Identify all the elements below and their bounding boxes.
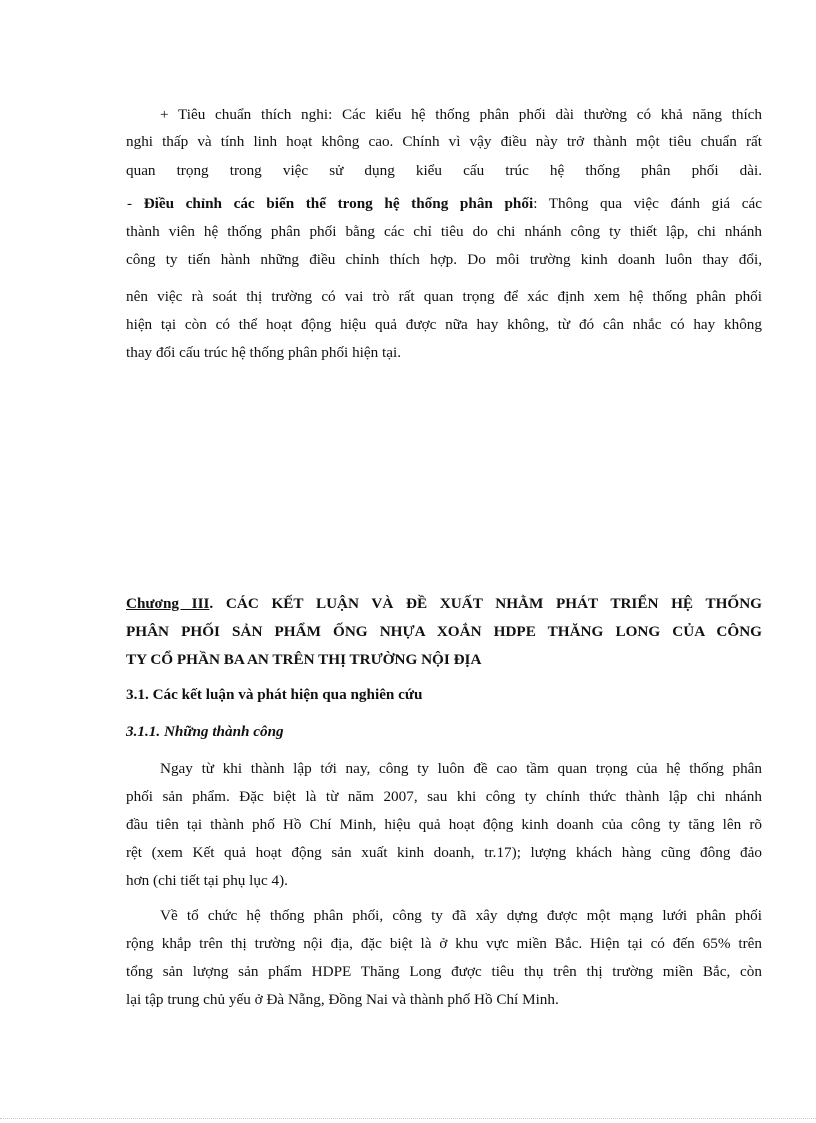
paragraph-line: rệt (xem Kết quả hoạt động sản xuất kinh doanh, tr.17); lượng khách hàng cũng đông đảo [126,844,762,861]
paragraph-line: tổng sản lượng sản phẩm HDPE Thăng Long được tiêu thụ trên thị trường miền Bắc, còn [126,963,762,980]
paragraph-line: nên việc rà soát thị trường có vai trò rất quan trọng để xác định xem hệ thống phân phối [126,288,762,305]
dash-marker: - [127,195,133,212]
paragraph-line: phối sản phẩm. Đặc biệt là từ năm 2007, sau khi công ty chính thức thành lập chi nhánh [126,788,762,805]
paragraph-line: Ngay từ khi thành lập tới nay, công ty luôn đề cao tầm quan trọng của hệ thống phân [160,760,762,777]
chapter-heading [126,593,762,615]
paragraph-line: lại tập trung chủ yếu ở Đà Nẵng, Đồng Nai và thành phố Hồ Chí Minh. [126,991,559,1008]
paragraph-line: rộng khắp trên thị trường nội địa, đặc biệt là ở khu vực miền Bắc. Hiện tại có đến 65% trên [126,935,762,952]
paragraph-line: thay đổi cấu trúc hệ thống phân phối hiện tại. [126,344,401,361]
paragraph-line: công ty tiến hành những điều chỉnh thích hợp. Do môi trường kinh doanh luôn thay đổi, [126,251,762,268]
paragraph-line: nghi thấp và tính linh hoạt không cao. Chính vì vậy điều này trở thành một tiêu chuẩn rất [126,133,762,150]
paragraph-line: thành viên hệ thống phân phối bằng các chỉ tiêu do chi nhánh công ty thiết lập, chi nhánh [126,223,762,240]
paragraph-line: + Tiêu chuẩn thích nghi: Các kiểu hệ thống phân phối dài thường có khả năng thích [160,106,762,123]
chapter-heading-line: TY CỔ PHẦN BA AN TRÊN THỊ TRƯỜNG NỘI ĐỊA [126,651,482,668]
section-heading: 3.1. Các kết luận và phát hiện qua nghiên cứu [126,686,423,703]
chapter-label: Chương III [126,595,210,612]
paragraph-line: hơn (chi tiết tại phụ lục 4). [126,872,288,889]
chapter-heading-line: PHÂN PHỐI SẢN PHẨM ỐNG NHỰA XOẮN HDPE THĂNG LONG CỦA CÔNG [126,623,762,640]
bullet-line [127,194,762,214]
paragraph-line: Về tổ chức hệ thống phân phối, công ty đã xây dựng được một mạng lưới phân phối [160,907,762,924]
bold-term: Điều chỉnh các biến thể trong hệ thống phân phối [143,195,534,212]
subsection-heading: 3.1.1. Những thành công [126,723,284,740]
chapter-title-part: . CÁC KẾT LUẬN VÀ ĐỀ XUẤT NHẰM PHÁT TRIỂN HỆ THỐNG [209,595,762,612]
paragraph-line: đầu tiên tại thành phố Hồ Chí Minh, hiệu quả hoạt động kinh doanh của công ty tăng lên rõ [126,816,762,833]
paragraph-line: hiện tại còn có thể hoạt động hiệu quả được nữa hay không, từ đó cân nhắc có hay không [126,316,762,333]
line-text: : Thông qua việc đánh giá các [533,195,763,212]
paragraph-line: quan trọng trong việc sử dụng kiểu cấu trúc hệ thống phân phối dài. [126,162,762,179]
page-bottom-border [0,1118,816,1119]
